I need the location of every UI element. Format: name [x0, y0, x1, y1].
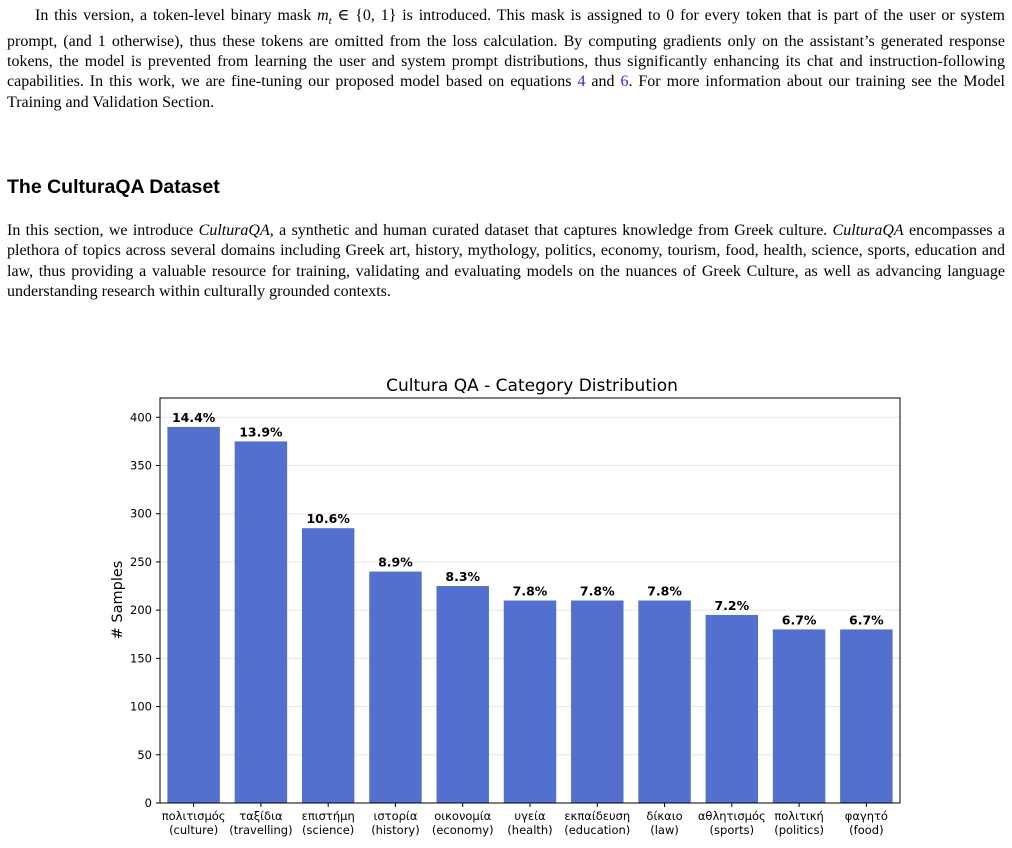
bar-value-label: 7.8% [512, 583, 548, 599]
x-tick-label-greek: πολιτισμός [161, 809, 226, 823]
x-tick-label-greek: εκπαίδευση [564, 809, 631, 823]
bar [840, 629, 892, 803]
section-heading: The CulturaQA Dataset [7, 176, 220, 198]
y-axis-label: # Samples [110, 560, 126, 640]
x-tick-label-greek: υγεία [514, 809, 546, 823]
bar [706, 615, 758, 803]
x-tick-label-english: (politics) [774, 823, 824, 837]
y-tick-label: 50 [137, 747, 152, 762]
bar-value-label: 7.8% [579, 583, 615, 599]
text-segment: . For more information about our training see the Model Training and Validation Section. [7, 73, 1005, 111]
y-tick-label: 400 [130, 410, 152, 425]
x-tick-label-greek: φαγητό [844, 809, 888, 823]
bar [235, 441, 287, 803]
x-tick-label-english: (science) [302, 823, 355, 837]
y-tick-label: 300 [130, 506, 152, 521]
y-tick-label: 0 [144, 796, 152, 810]
equation-ref-link[interactable]: 4 [577, 73, 586, 91]
bar [638, 601, 690, 804]
x-tick-label-english: (sports) [709, 823, 755, 837]
bar [504, 601, 556, 804]
y-tick-label: 250 [130, 554, 152, 569]
text-segment: ∈ {0, 1} is introduced. This mask is assigned to 0 for every token that is part of the user or system prompt, (and 1 otherwise), thus these tokens are omitted from the loss calculation. By computing gradients only on the assistant’s generated response tokens, the model is prevented from learning the user and system prompt distributions, thus significantly enhancing its chat and instruction-following capabilities. In this work, we are fine-tuning our proposed model based on equations [7, 7, 1005, 91]
x-tick-label-english: (health) [507, 823, 553, 837]
text-segment: encompasses a plethora of topics across several domains including Greek art, history, mythology, politics, economy, tourism, food, health, science, sports, education and law, thus providing a valuable resource for training, validating and evaluating models on the nuances of Greek Culture, as well as advancing language understanding research within culturally grounded contexts. [7, 222, 1006, 301]
x-tick-label-greek: οικονομία [434, 809, 492, 823]
bar-value-label: 8.3% [445, 569, 481, 585]
bar [167, 427, 219, 803]
x-tick-label-english: (education) [564, 823, 631, 837]
equation-ref-link[interactable]: 6 [620, 73, 629, 91]
text-segment: , a synthetic and human curated dataset that captures knowledge from Greek culture. [269, 222, 833, 239]
x-tick-label-english: (economy) [431, 823, 494, 837]
text-segment: m [317, 7, 329, 24]
x-tick-label-english: (law) [650, 823, 679, 837]
x-tick-label-english: (travelling) [229, 823, 293, 837]
y-tick-label: 200 [130, 603, 152, 618]
x-tick-label-greek: πολιτική [774, 809, 824, 823]
bar-value-label: 13.9% [239, 424, 283, 440]
text-segment: and [585, 73, 621, 91]
bar-value-label: 10.6% [306, 511, 350, 527]
y-axis-ticks [130, 410, 160, 810]
bar-value-label: 14.4% [171, 409, 216, 425]
bar-value-label: 6.7% [781, 612, 817, 628]
text-segment: t [328, 15, 332, 28]
text-segment: In this section, we introduce [7, 222, 199, 239]
x-axis-ticks [162, 803, 888, 837]
x-tick-label-greek: ιστορία [373, 809, 418, 823]
body-paragraph-mask [7, 6, 1005, 113]
x-tick-label-greek: αθλητισμός [697, 809, 766, 823]
bar [436, 586, 488, 803]
text-segment: In this version, a token-level binary mask [35, 7, 318, 24]
bar-value-label: 8.9% [378, 554, 413, 570]
bar [369, 572, 421, 803]
text-segment: CulturaQA [832, 222, 904, 239]
bar [302, 528, 354, 803]
x-tick-label-greek: δίκαιο [646, 809, 683, 823]
bar [773, 629, 825, 803]
bar-value-label: 7.8% [647, 583, 682, 599]
chart-title: Cultura QA - Category Distribution [386, 376, 678, 396]
x-tick-label-greek: ταξίδια [239, 809, 283, 823]
bar-value-label: 6.7% [849, 612, 884, 628]
x-tick-label-english: (culture) [169, 823, 219, 837]
category-distribution-chart [0, 360, 1012, 848]
x-tick-label-english: (history) [371, 823, 420, 837]
x-tick-label-greek: επιστήμη [301, 809, 355, 823]
bar-value-label: 7.2% [714, 597, 750, 613]
y-tick-label: 350 [130, 458, 152, 473]
bar [571, 601, 623, 804]
y-tick-label: 150 [130, 651, 152, 666]
body-paragraph-culturaqa [7, 221, 1005, 303]
y-tick-label: 100 [130, 699, 152, 714]
x-tick-label-english: (food) [849, 823, 884, 837]
text-segment: CulturaQA [198, 222, 270, 239]
